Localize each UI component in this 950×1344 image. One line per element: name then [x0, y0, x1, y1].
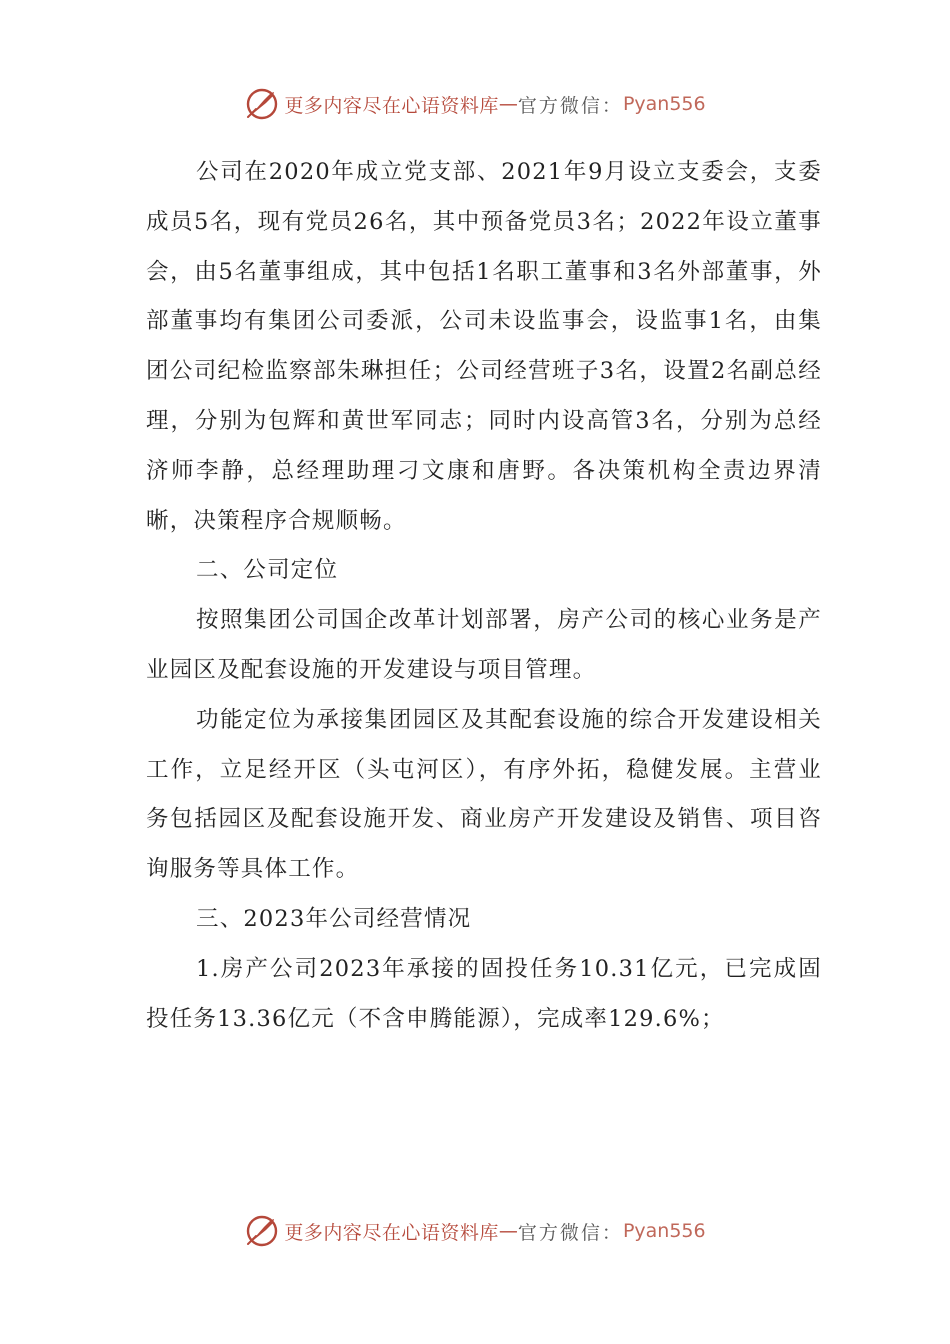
paragraph-function: 功能定位为承接集团园区及其配套设施的综合开发建设相关工作，立足经开区（头屯河区），有序外拓，稳健发展。主营业务包括园区及配套设施开发、商业房产开发建设及销售、项目咨询服务等具体工作。: [146, 706, 822, 883]
watermark-brand: 更多内容尽在心语资料库: [284, 1221, 499, 1244]
watermark-brand: 更多内容尽在心语资料库: [284, 94, 499, 117]
watermark-contact-label: 官方微信：: [517, 94, 623, 117]
paragraph-governance: 公司在2020年成立党支部、2021年9月设立支委会，支委成员5名，现有党员26名，其中预备党员3名；2022年设立董事会，由5名董事组成，其中包括1名职工董事和3名外部董事，外部董事均有集团公司委派，公司未设监事会，设监事1名，由集团公司纪检监察部朱琳担任；公司经营班子3名，设置2名副总经理，分别为包辉和黄世军同志；同时内设高管3名，分别为总经济师李静，总经理助理刁文康和唐野。各决策机构全责边界清晰，决策程序合规顺畅。: [146, 159, 822, 534]
document-body: [146, 148, 822, 1044]
quill-logo-icon: [244, 1213, 280, 1249]
watermark-dash: —: [498, 1220, 518, 1242]
watermark-contact-id: Pyan556: [622, 93, 706, 115]
watermark-contact-id: Pyan556: [622, 1220, 706, 1242]
footer-watermark: [0, 1207, 950, 1255]
section-heading-operations: 三、2023年公司经营情况: [196, 905, 472, 932]
watermark-contact-label: 官方微信：: [517, 1221, 623, 1244]
paragraph-investment: 1.房产公司2023年承接的固投任务10.31亿元，已完成固投任务13.36亿元（不含申腾能源），完成率129.6%；: [146, 955, 822, 1032]
paragraph-core-business: 按照集团公司国企改革计划部署，房产公司的核心业务是产业园区及配套设施的开发建设与项目管理。: [146, 607, 822, 683]
section-heading-positioning: 二、公司定位: [196, 557, 339, 584]
quill-logo-icon: [244, 86, 280, 122]
header-watermark: [0, 80, 950, 128]
watermark-dash: —: [498, 93, 518, 115]
